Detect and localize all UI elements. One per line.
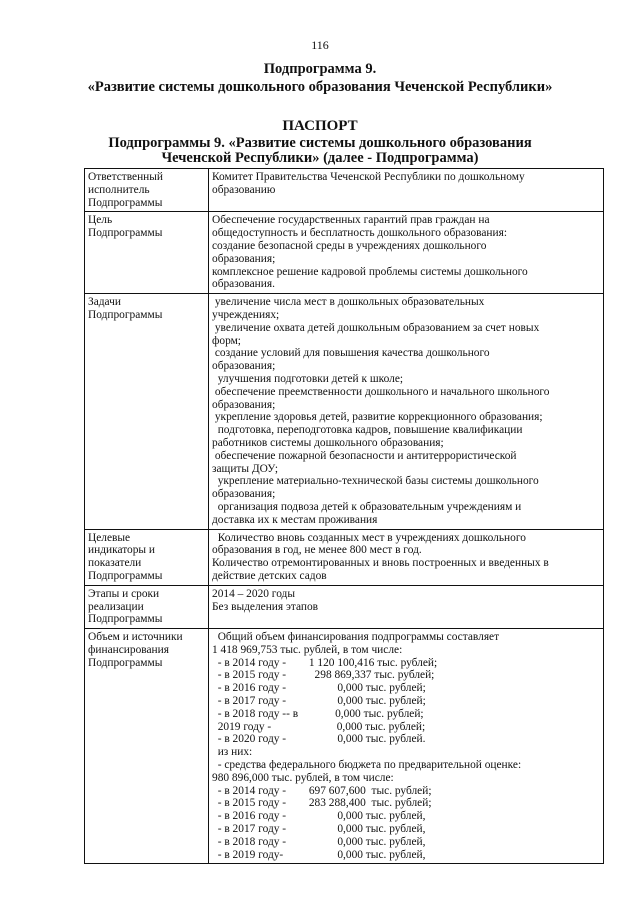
row-value (209, 294, 604, 529)
row-value-line: Обеспечение государственных гарантий прав граждан на (212, 214, 490, 227)
row-value-line: образования; (212, 398, 276, 411)
row-value-line: - в 2016 году - 0,000 тыс. рублей; (212, 682, 426, 695)
row-value-line: - в 2017 году - 0,000 тыс. рублей; (212, 695, 426, 708)
row-value-line: образования; (212, 252, 276, 265)
row-value-line: - в 2014 году - 697 607,600 тыс. рублей; (212, 784, 432, 797)
passport-row (85, 212, 604, 294)
row-label (85, 169, 209, 212)
row-label-line: реализации (88, 600, 144, 613)
row-value-line: - в 2017 году - 0,000 тыс. рублей, (212, 823, 426, 836)
row-label-line: Подпрограммы (88, 613, 163, 626)
row-value-line: 1 418 969,753 тыс. рублей, в том числе: (212, 643, 403, 656)
row-value-line: из них: (212, 746, 253, 759)
passport-title: ПАСПОРТ (282, 118, 358, 134)
row-label-line: Объем и источники (88, 631, 183, 644)
row-value-line: образования. (212, 278, 275, 291)
passport-row (85, 294, 604, 529)
row-value-line: - в 2015 году - 298 869,337 тыс. рублей; (212, 669, 435, 682)
row-label-line: показатели (88, 557, 142, 570)
row-value-line: - в 2019 году- 0,000 тыс. рублей, (212, 848, 426, 861)
row-value-line: учреждениях; (212, 308, 280, 321)
row-value-line: укрепление здоровья детей, развитие коррекционного образования; (212, 411, 543, 424)
row-value-line: 2019 году - 0,000 тыс. рублей; (212, 720, 426, 733)
row-value-line: укрепление материально-технической базы системы дошкольного (212, 475, 539, 488)
row-value-line: улучшения подготовки детей к школе; (212, 372, 404, 385)
row-label-line: Подпрограммы (88, 196, 163, 209)
row-value-line: - в 2020 году - 0,000 тыс. рублей. (212, 733, 426, 746)
row-value-line: 2014 – 2020 годы (212, 587, 296, 600)
row-value (209, 212, 604, 294)
row-label (85, 529, 209, 585)
row-value-line: обеспечение преемственности дошкольного и начального школьного (212, 385, 550, 398)
row-label-line: Подпрограммы (88, 308, 163, 321)
passport-row (85, 585, 604, 628)
row-value-line: увеличение числа мест в дошкольных образовательных (212, 296, 485, 309)
row-value-line: Общий объем финансирования подпрограммы составляет (212, 631, 500, 644)
row-value-line: обеспечение пожарной безопасности и антитеррористической (212, 449, 517, 462)
row-value-line: образования; (212, 360, 276, 373)
page-number: 116 (311, 38, 329, 52)
row-value-line: защиты ДОУ; (212, 462, 279, 475)
passport-subtitle-line2: Чеченской Республики» (далее - Подпрограмма) (161, 150, 479, 166)
row-value-line: - в 2016 году - 0,000 тыс. рублей, (212, 810, 426, 823)
row-value-line: образования в год, не менее 800 мест в год. (212, 544, 422, 557)
row-value-line: - в 2015 году - 283 288,400 тыс. рублей; (212, 797, 432, 810)
row-value (209, 585, 604, 628)
passport-table-body (85, 169, 604, 864)
row-value (209, 169, 604, 212)
row-value-line: Количество отремонтированных и вновь построенных и введенных в (212, 557, 549, 570)
row-label-line: Задачи (88, 296, 121, 309)
row-value-line: Количество вновь созданных мест в учреждениях дошкольного (212, 531, 526, 544)
subprogram-title: Подпрограмма 9. (263, 61, 377, 77)
row-value-line: - в 2018 году -- в 0,000 тыс. рублей; (212, 707, 424, 720)
row-label-line: исполнитель (88, 183, 150, 196)
row-label (85, 294, 209, 529)
row-value-line: - в 2014 году - 1 120 100,416 тыс. рублей; (212, 656, 438, 669)
row-label-line: индикаторы и (88, 544, 156, 557)
passport-table (84, 168, 604, 864)
row-value-line: Без выделения этапов (212, 600, 319, 613)
passport-row (85, 629, 604, 864)
row-value-line: Комитет Правительства Чеченской Республики по дошкольному (212, 171, 525, 183)
row-value-line: - средства федерального бюджета по предварительной оценке: (212, 759, 522, 772)
row-value-line: образования; (212, 488, 276, 501)
row-label-line: Подпрограммы (88, 569, 163, 582)
row-value-line: действие детских садов (212, 569, 327, 582)
row-label-line: Ответственный (88, 171, 164, 183)
row-label-line: Целевые (88, 531, 131, 544)
passport-row (85, 529, 604, 585)
row-value-line: увеличение охвата детей дошкольным образованием за счет новых (212, 321, 540, 334)
row-value-line: подготовка, переподготовка кадров, повышение квалификации (212, 424, 523, 437)
row-label (85, 585, 209, 628)
row-value-line: - в 2018 году - 0,000 тыс. рублей, (212, 835, 426, 848)
row-label (85, 629, 209, 864)
row-label-line: Подпрограммы (88, 656, 163, 669)
passport-row (85, 169, 604, 212)
row-label (85, 212, 209, 294)
row-value-line: создание условий для повышения качества дошкольного (212, 347, 490, 360)
subprogram-name: «Развитие системы дошкольного образования Чеченской Республики» (87, 79, 553, 95)
row-label-line: финансирования (88, 643, 169, 656)
row-value-line: 980 896,000 тыс. рублей, в том числе: (212, 771, 394, 784)
row-label-line: Цель (88, 214, 113, 227)
row-value (209, 629, 604, 864)
row-value-line: форм; (212, 334, 241, 347)
row-value-line: организация подвоза детей к образовательным учреждениям и (212, 500, 522, 513)
row-value-line: работников системы дошкольного образования; (212, 436, 444, 449)
row-value-line: образованию (212, 183, 276, 196)
row-value (209, 529, 604, 585)
row-label-line: Подпрограммы (88, 227, 163, 240)
row-value-line: создание безопасной среды в учреждениях дошкольного (212, 239, 487, 252)
row-value-line: комплексное решение кадровой проблемы системы дошкольного (212, 265, 528, 278)
row-label-line: Этапы и сроки (88, 587, 160, 600)
passport-subtitle-line1: Подпрограммы 9. «Развитие системы дошкольного образования (108, 135, 532, 151)
row-value-line: доставка их к местам проживания (212, 513, 378, 526)
row-value-line: общедоступность и бесплатность дошкольного образования: (212, 227, 508, 240)
